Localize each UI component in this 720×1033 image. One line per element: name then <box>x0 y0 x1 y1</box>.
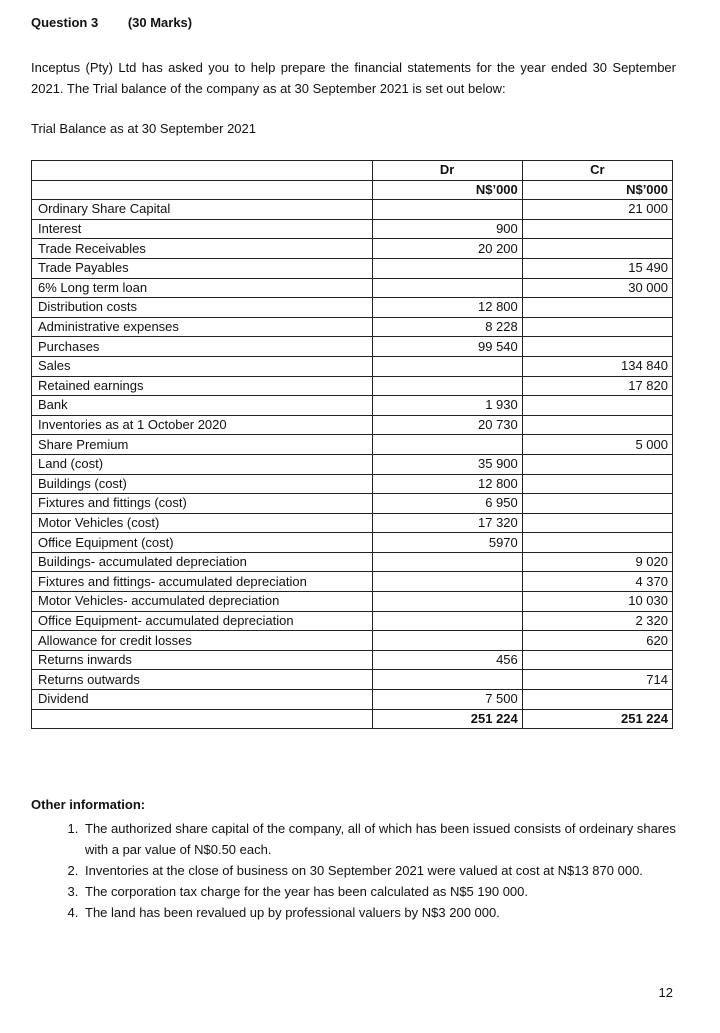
cell-cr <box>522 337 672 357</box>
table-row <box>32 317 673 337</box>
cell-desc: Administrative expenses <box>32 317 373 337</box>
table-row <box>32 415 673 435</box>
cell-cr <box>522 396 672 416</box>
cell-desc: Trade Payables <box>32 258 373 278</box>
cell-desc: Returns inwards <box>32 650 373 670</box>
cell-cr <box>522 533 672 553</box>
cell-cr <box>522 454 672 474</box>
cell-desc: Buildings- accumulated depreciation <box>32 552 373 572</box>
cell-desc: Purchases <box>32 337 373 357</box>
cell-cr: 5 000 <box>522 435 672 455</box>
cell-dr <box>372 200 522 220</box>
trial-balance-title: Trial Balance as at 30 September 2021 <box>31 121 256 136</box>
cell-dr <box>372 670 522 690</box>
cell-dr: 35 900 <box>372 454 522 474</box>
totals-row <box>32 709 673 729</box>
page-number: 12 <box>658 985 673 1000</box>
cell-dr: 12 800 <box>372 474 522 494</box>
cell-dr <box>372 552 522 572</box>
table-row <box>32 592 673 612</box>
cell-desc: Distribution costs <box>32 298 373 318</box>
list-item: 1. The authorized share capital of the company, all of which has been issued consists of ordeinary shares with a par value of N$0.50 each. <box>82 818 681 860</box>
table-row <box>32 278 673 298</box>
cell-desc: Trade Receivables <box>32 239 373 259</box>
cell-dr: 1 930 <box>372 396 522 416</box>
cell-cr: 9 020 <box>522 552 672 572</box>
cell-cr <box>522 494 672 514</box>
cell-dr <box>372 278 522 298</box>
dr-currency: N$’000 <box>372 180 522 200</box>
table-row <box>32 631 673 651</box>
table-row <box>32 690 673 710</box>
cell-cr: 714 <box>522 670 672 690</box>
cell-cr: 15 490 <box>522 258 672 278</box>
table-row <box>32 435 673 455</box>
cell-desc: Motor Vehicles (cost) <box>32 513 373 533</box>
cell-desc: Bank <box>32 396 373 416</box>
table-row <box>32 611 673 631</box>
cell-dr: 17 320 <box>372 513 522 533</box>
cell-cr: 134 840 <box>522 356 672 376</box>
cell-desc: Share Premium <box>32 435 373 455</box>
cell-desc: Land (cost) <box>32 454 373 474</box>
table-row <box>32 494 673 514</box>
list-item: 3. The corporation tax charge for the year has been calculated as N$5 190 000. <box>82 881 681 902</box>
cell-cr: 10 030 <box>522 592 672 612</box>
cell-cr: 4 370 <box>522 572 672 592</box>
cell-dr <box>372 435 522 455</box>
cell-dr <box>372 631 522 651</box>
cell-cr <box>522 239 672 259</box>
cell-cr <box>522 690 672 710</box>
cell-cr <box>522 650 672 670</box>
cell-dr: 456 <box>372 650 522 670</box>
table-row <box>32 219 673 239</box>
table-row <box>32 337 673 357</box>
trial-balance-table <box>31 160 673 729</box>
cell-dr <box>372 611 522 631</box>
currency-row <box>32 180 673 200</box>
cell-desc: Dividend <box>32 690 373 710</box>
cell-dr <box>372 572 522 592</box>
cell-desc: Allowance for credit losses <box>32 631 373 651</box>
table-row <box>32 200 673 220</box>
cell-desc: Interest <box>32 219 373 239</box>
cell-desc: Office Equipment (cost) <box>32 533 373 553</box>
list-item: 2. Inventories at the close of business on 30 September 2021 were valued at cost at N$13 870 000. <box>82 860 681 881</box>
other-information-list <box>31 818 681 923</box>
cell-dr: 20 730 <box>372 415 522 435</box>
cell-cr <box>522 513 672 533</box>
table-row <box>32 356 673 376</box>
table-row <box>32 533 673 553</box>
cell-cr <box>522 298 672 318</box>
table-row <box>32 454 673 474</box>
table-row <box>32 474 673 494</box>
cell-dr: 6 950 <box>372 494 522 514</box>
other-information-heading: Other information: <box>31 797 146 812</box>
cell-desc: Retained earnings <box>32 376 373 396</box>
cell-cr <box>522 474 672 494</box>
cell-cr: 2 320 <box>522 611 672 631</box>
cell-dr: 5970 <box>372 533 522 553</box>
cell-cr: 21 000 <box>522 200 672 220</box>
cell-desc: Fixtures and fittings (cost) <box>32 494 373 514</box>
total-dr: 251 224 <box>372 709 522 729</box>
cell-dr: 20 200 <box>372 239 522 259</box>
cr-column-label: Cr <box>522 161 672 181</box>
cell-desc: Returns outwards <box>32 670 373 690</box>
table-row <box>32 376 673 396</box>
cell-cr: 620 <box>522 631 672 651</box>
cr-currency: N$’000 <box>522 180 672 200</box>
question-number: Question 3 <box>31 15 99 30</box>
cell-dr <box>372 356 522 376</box>
cell-desc: 6% Long term loan <box>32 278 373 298</box>
cell-cr: 30 000 <box>522 278 672 298</box>
cell-dr <box>372 592 522 612</box>
table-row <box>32 670 673 690</box>
cell-cr <box>522 219 672 239</box>
cell-cr <box>522 415 672 435</box>
table-row <box>32 572 673 592</box>
cell-desc: Inventories as at 1 October 2020 <box>32 415 373 435</box>
other-information <box>31 797 681 923</box>
cell-desc: Sales <box>32 356 373 376</box>
cell-dr: 12 800 <box>372 298 522 318</box>
cell-dr <box>372 258 522 278</box>
cell-cr: 17 820 <box>522 376 672 396</box>
cell-desc: Fixtures and fittings- accumulated depreciation <box>32 572 373 592</box>
table-row <box>32 650 673 670</box>
table-row <box>32 298 673 318</box>
table-header-row <box>32 161 673 181</box>
question-header <box>31 15 192 30</box>
cell-dr: 7 500 <box>372 690 522 710</box>
cell-desc: Ordinary Share Capital <box>32 200 373 220</box>
dr-column-label: Dr <box>372 161 522 181</box>
cell-dr: 8 228 <box>372 317 522 337</box>
total-cr: 251 224 <box>522 709 672 729</box>
list-item: 4. The land has been revalued up by professional valuers by N$3 200 000. <box>82 902 681 923</box>
table-row <box>32 552 673 572</box>
cell-dr <box>372 376 522 396</box>
cell-desc: Office Equipment- accumulated depreciation <box>32 611 373 631</box>
question-marks: (30 Marks) <box>127 15 193 30</box>
table-row <box>32 396 673 416</box>
cell-dr: 99 540 <box>372 337 522 357</box>
cell-dr: 900 <box>372 219 522 239</box>
cell-cr <box>522 317 672 337</box>
cell-desc: Motor Vehicles- accumulated depreciation <box>32 592 373 612</box>
cell-desc: Buildings (cost) <box>32 474 373 494</box>
table-row <box>32 258 673 278</box>
intro-paragraph: Inceptus (Pty) Ltd has asked you to help prepare the financial statements for the year ended 30 September 2021. The Trial balance of the company as at 30 September 2021 is set out below: <box>31 60 676 96</box>
table-row <box>32 513 673 533</box>
table-row <box>32 239 673 259</box>
